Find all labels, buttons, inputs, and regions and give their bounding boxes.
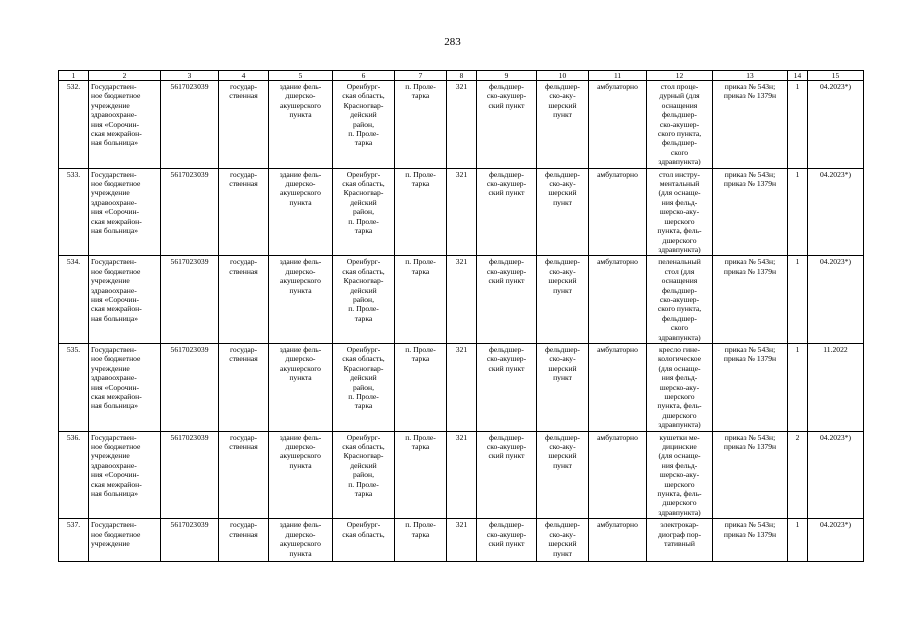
date: 04.2023*)	[808, 519, 864, 562]
header-cell: 4	[219, 71, 269, 81]
register-table	[58, 70, 864, 562]
code: 321	[447, 81, 477, 169]
quantity: 1	[788, 519, 808, 562]
inn: 5617023039	[161, 256, 219, 344]
equipment: электрокар- диограф пор- тативный	[647, 519, 713, 562]
quantity: 2	[788, 431, 808, 519]
order-reference: приказ № 543н; приказ № 1379н	[713, 431, 788, 519]
settlement: п. Проле- тарка	[395, 256, 447, 344]
settlement: п. Проле- тарка	[395, 343, 447, 431]
header-cell: 11	[589, 71, 647, 81]
order-reference: приказ № 543н; приказ № 1379н	[713, 519, 788, 562]
care-condition: амбулаторно	[589, 81, 647, 169]
quantity: 1	[788, 256, 808, 344]
code: 321	[447, 256, 477, 344]
quantity: 1	[788, 343, 808, 431]
inn: 5617023039	[161, 81, 219, 169]
unit-type: фельдшер- ско-акушер- ский пункт	[477, 519, 537, 562]
page-number: 283	[444, 36, 461, 48]
care-condition: амбулаторно	[589, 343, 647, 431]
unit-type: фельдшер- ско-акушер- ский пункт	[477, 168, 537, 256]
header-cell: 15	[808, 71, 864, 81]
inn: 5617023039	[161, 431, 219, 519]
header-cell: 13	[713, 71, 788, 81]
header-cell: 7	[395, 71, 447, 81]
header-cell: 14	[788, 71, 808, 81]
date: 04.2023*)	[808, 431, 864, 519]
date: 04.2023*)	[808, 81, 864, 169]
header-cell: 12	[647, 71, 713, 81]
organization-name: Государствен- ное бюджетное учреждение здравоохране- ния «Сорочин- ская межрайон- ная больница»	[89, 256, 161, 344]
header-cell: 5	[269, 71, 333, 81]
address: Оренбург- ская область, Красногвар- дейский район, п. Проле- тарка	[333, 431, 395, 519]
organization-name: Государствен- ное бюджетное учреждение	[89, 519, 161, 562]
order-reference: приказ № 543н; приказ № 1379н	[713, 343, 788, 431]
row-number: 535.	[59, 343, 89, 431]
order-reference: приказ № 543н; приказ № 1379н	[713, 81, 788, 169]
ownership-form: государ- ственная	[219, 343, 269, 431]
settlement: п. Проле- тарка	[395, 519, 447, 562]
row-number: 536.	[59, 431, 89, 519]
organization-name: Государствен- ное бюджетное учреждение здравоохране- ния «Сорочин- ская межрайон- ная больница»	[89, 81, 161, 169]
subdivision: фельдшер- ско-аку- шерский пункт	[537, 343, 589, 431]
care-condition: амбулаторно	[589, 519, 647, 562]
date: 04.2023*)	[808, 256, 864, 344]
header-cell: 10	[537, 71, 589, 81]
building: здание фель- дшерско- акушерского пункта	[269, 431, 333, 519]
inn: 5617023039	[161, 343, 219, 431]
code: 321	[447, 431, 477, 519]
code: 321	[447, 168, 477, 256]
address: Оренбург- ская область,	[333, 519, 395, 562]
date: 04.2023*)	[808, 168, 864, 256]
code: 321	[447, 343, 477, 431]
ownership-form: государ- ственная	[219, 168, 269, 256]
header-cell: 1	[59, 71, 89, 81]
order-reference: приказ № 543н; приказ № 1379н	[713, 168, 788, 256]
address: Оренбург- ская область, Красногвар- дейский район, п. Проле- тарка	[333, 343, 395, 431]
header-cell: 9	[477, 71, 537, 81]
ownership-form: государ- ственная	[219, 431, 269, 519]
organization-name: Государствен- ное бюджетное учреждение здравоохране- ния «Сорочин- ская межрайон- ная больница»	[89, 431, 161, 519]
inn: 5617023039	[161, 168, 219, 256]
ownership-form: государ- ственная	[219, 519, 269, 562]
subdivision: фельдшер- ско-аку- шерский пункт	[537, 168, 589, 256]
table-row	[59, 168, 864, 256]
subdivision: фельдшер- ско-аку- шерский пункт	[537, 81, 589, 169]
quantity: 1	[788, 81, 808, 169]
table-row	[59, 519, 864, 562]
building: здание фель- дшерско- акушерского пункта	[269, 168, 333, 256]
organization-name: Государствен- ное бюджетное учреждение здравоохране- ния «Сорочин- ская межрайон- ная больница»	[89, 343, 161, 431]
header-cell: 2	[89, 71, 161, 81]
settlement: п. Проле- тарка	[395, 81, 447, 169]
table-row	[59, 431, 864, 519]
care-condition: амбулаторно	[589, 256, 647, 344]
row-number: 537.	[59, 519, 89, 562]
ownership-form: государ- ственная	[219, 81, 269, 169]
header-cell: 3	[161, 71, 219, 81]
date: 11.2022	[808, 343, 864, 431]
unit-type: фельдшер- ско-акушер- ский пункт	[477, 256, 537, 344]
equipment: стол инстру- ментальный (для оснаще- ния фельд- шерско-аку- шерского пункта, фель- дшерского здравпункта)	[647, 168, 713, 256]
settlement: п. Проле- тарка	[395, 431, 447, 519]
address: Оренбург- ская область, Красногвар- дейский район, п. Проле- тарка	[333, 256, 395, 344]
equipment: стол проце- дурный (для оснащения фельдшер- ско-акушер- ского пункта, фельдшер- ского здравпункта)	[647, 81, 713, 169]
table-row	[59, 81, 864, 169]
order-reference: приказ № 543н; приказ № 1379н	[713, 256, 788, 344]
care-condition: амбулаторно	[589, 168, 647, 256]
settlement: п. Проле- тарка	[395, 168, 447, 256]
building: здание фель- дшерско- акушерского пункта	[269, 519, 333, 562]
unit-type: фельдшер- ско-акушер- ский пункт	[477, 81, 537, 169]
equipment: кушетки ме- дицинские (для оснаще- ния фельд- шерско-аку- шерского пункта, фель- дшерского здравпункта)	[647, 431, 713, 519]
row-number: 533.	[59, 168, 89, 256]
table-row	[59, 343, 864, 431]
care-condition: амбулаторно	[589, 431, 647, 519]
building: здание фель- дшерско- акушерского пункта	[269, 343, 333, 431]
unit-type: фельдшер- ско-акушер- ский пункт	[477, 431, 537, 519]
row-number: 534.	[59, 256, 89, 344]
table-row	[59, 256, 864, 344]
equipment: кресло гине- кологическое (для оснаще- ния фельд- шерско-аку- шерского пункта, фель- дшерского здравпункта)	[647, 343, 713, 431]
subdivision: фельдшер- ско-аку- шерский пункт	[537, 256, 589, 344]
subdivision: фельдшер- ско-аку- шерский пункт	[537, 519, 589, 562]
equipment: пеленальный стол (для оснащения фельдшер- ско-акушер- ского пункта, фельдшер- ского здравпункта)	[647, 256, 713, 344]
header-cell: 6	[333, 71, 395, 81]
header-cell: 8	[447, 71, 477, 81]
building: здание фель- дшерско- акушерского пункта	[269, 81, 333, 169]
ownership-form: государ- ственная	[219, 256, 269, 344]
subdivision: фельдшер- ско-аку- шерский пункт	[537, 431, 589, 519]
quantity: 1	[788, 168, 808, 256]
address: Оренбург- ская область, Красногвар- дейский район, п. Проле- тарка	[333, 168, 395, 256]
row-number: 532.	[59, 81, 89, 169]
code: 321	[447, 519, 477, 562]
unit-type: фельдшер- ско-акушер- ский пункт	[477, 343, 537, 431]
address: Оренбург- ская область, Красногвар- дейский район, п. Проле- тарка	[333, 81, 395, 169]
organization-name: Государствен- ное бюджетное учреждение здравоохране- ния «Сорочин- ская межрайон- ная больница»	[89, 168, 161, 256]
header-row	[59, 71, 864, 81]
inn: 5617023039	[161, 519, 219, 562]
building: здание фель- дшерско- акушерского пункта	[269, 256, 333, 344]
